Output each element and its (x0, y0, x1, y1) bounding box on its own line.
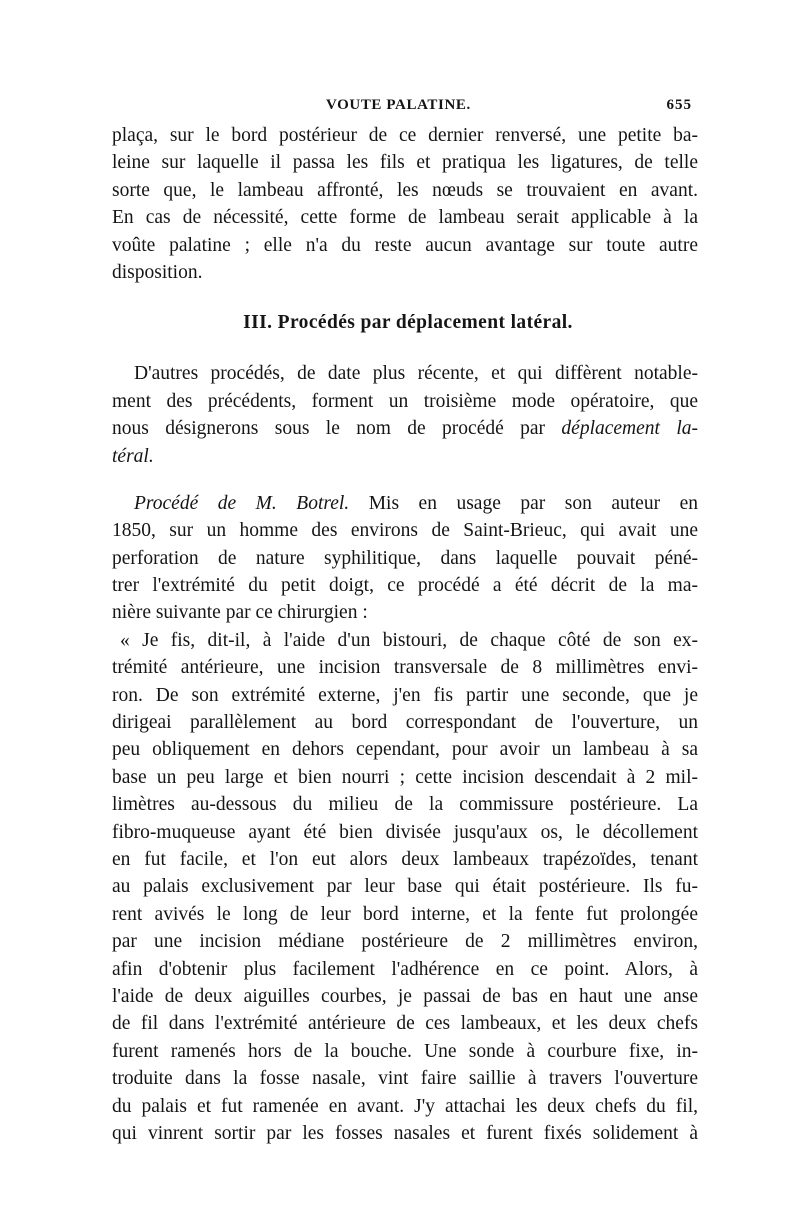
text-line: trer l'extrémité du petit doigt, ce procédé a été décrit de la ma- (112, 575, 698, 597)
text-line: 1850, sur un homme des environs de Saint-Brieuc, qui avait une (112, 520, 698, 542)
italic-term: téral. (112, 445, 154, 467)
text-line: base un peu large et bien nourri ; cette incision descendait à 2 mil- (112, 766, 698, 788)
text-line: ron. De son extrémité externe, j'en fis partir une seconde, que je (112, 684, 698, 706)
text-line: par une incision médiane postérieure de 2 millimètres environ, (112, 931, 698, 953)
text-line: du palais et fut ramenée en avant. J'y attachai les deux chefs du fil, (112, 1095, 698, 1117)
text-line: fibro-muqueuse ayant été bien divisée jusqu'aux os, le décollement (112, 821, 698, 843)
text-line: « Je fis, dit-il, à l'aide d'un bistouri, de chaque côté de son ex- (120, 629, 698, 651)
paragraph-3 (112, 490, 698, 627)
italic-subheading: Procédé de M. Botrel. (134, 492, 350, 514)
text-line: l'aide de deux aiguilles courbes, je passai de bas en haut une anse (112, 985, 698, 1007)
text-line (112, 490, 698, 517)
text-line: troduite dans la fosse nasale, vint faire saillie à travers l'ouverture (112, 1068, 698, 1090)
page-number: 655 (666, 97, 692, 113)
text-line: limètres au-dessous du milieu de la commissure postérieure. La (112, 794, 698, 816)
text-line (112, 415, 698, 442)
book-page (112, 92, 698, 1147)
text-line: D'autres procédés, de date plus récente, et qui diffèrent notable- (134, 363, 698, 385)
text-line: de fil dans l'extrémité antérieure de ces lambeaux, et les deux chefs (112, 1013, 698, 1035)
text-line: leine sur laquelle il passa les fils et pratiqua les ligatures, de telle (112, 152, 698, 174)
text-line: au palais exclusivement par leur base qui était postérieure. Ils fu- (112, 876, 698, 898)
text-span: Mis en usage par son auteur en (349, 492, 698, 514)
text-line: dirigeai parallèlement au bord correspondant de l'ouverture, un (112, 712, 698, 734)
text-line: rent avivés le long de leur bord interne, et la fente fut prolongée (112, 903, 698, 925)
text-line: qui vinrent sortir par les fosses nasales et furent fixés solidement à (112, 1122, 698, 1144)
text-span: nous désignerons sous le nom de procédé par (112, 418, 562, 440)
text-line: trémité antérieure, une incision transversale de 8 millimètres envi- (112, 657, 698, 679)
text-line: ment des précédents, forment un troisième mode opératoire, que (112, 390, 698, 412)
running-title: VOUTE PALATINE. (326, 97, 471, 113)
text-line: sorte que, le lambeau affronté, les nœuds se trouvaient en avant. (112, 179, 698, 201)
text-line (112, 443, 698, 470)
text-line: peu obliquement en dehors cependant, pour avoir un lambeau à sa (112, 739, 698, 761)
text-line: disposition. (112, 261, 203, 283)
text-line: nière suivante par ce chirurgien : (112, 602, 368, 624)
text-line: En cas de nécessité, cette forme de lambeau serait applicable à la (112, 207, 698, 229)
text-line: voûte palatine ; elle n'a du reste aucun avantage sur toute autre (112, 234, 698, 256)
paragraph-2 (112, 360, 698, 470)
paragraph-gap (112, 470, 698, 490)
italic-term: déplacement la- (561, 418, 698, 440)
paragraph-1 (112, 122, 698, 286)
text-line: en fut facile, et l'on eut alors deux lambeaux trapézoïdes, tenant (112, 848, 698, 870)
text-line: furent ramenés hors de la bouche. Une sonde à courbure fixe, in- (112, 1040, 698, 1062)
running-head (112, 92, 698, 122)
paragraph-4-quote (112, 627, 698, 1147)
section-heading: III. Procédés par déplacement latéral. (243, 312, 573, 334)
text-line: perforation de nature syphilitique, dans laquelle pouvait péné- (112, 547, 698, 569)
text-line: afin d'obtenir plus facilement l'adhérence en ce point. Alors, à (112, 958, 698, 980)
text-line: plaça, sur le bord postérieur de ce dernier renversé, une petite ba- (112, 125, 698, 146)
